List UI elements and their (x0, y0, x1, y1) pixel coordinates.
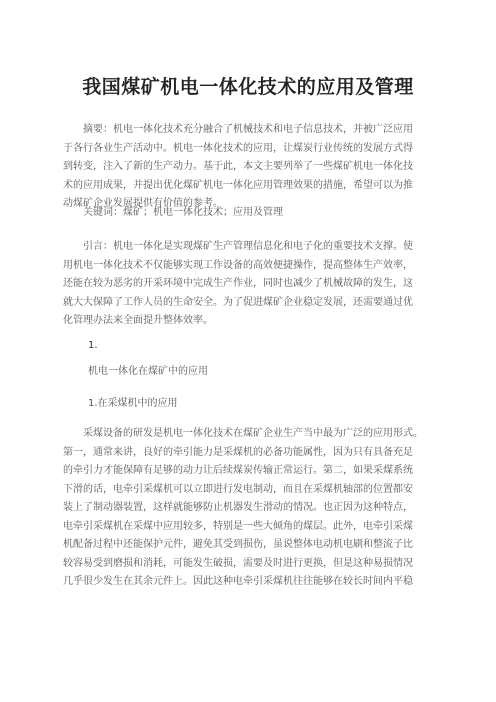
abstract-line: 摘要：机电一体化技术充分融合了机械技术和电子信息技术，并被广泛应用 (63, 124, 413, 135)
intro-line: 还能在较为恶劣的开采环境中完成生产作业，同时也减少了机械故障的发生，这 (63, 278, 413, 289)
body-line: 较容易受到磨损和消耗，可能发生破损，需要及时进行更换，但是这种易损情况 (63, 557, 413, 569)
abstract-paragraph (63, 121, 435, 214)
body-line: 机配备过程中还能保护元件，避免其受到损伤，虽说整体电动机电刷和整流子比 (63, 539, 413, 550)
keywords-paragraph (63, 204, 435, 223)
abstract-line: 动煤矿企业发展提供有价值的参考。 (63, 198, 223, 209)
abstract-line: 到转变，注入了新的生产动力。基于此，本文主要列举了一些煤矿机电一体化技 (63, 161, 413, 172)
body-line: 装上了制动器装置，这样就能够防止机器发生滑动的情况。也正因为这种特点， (63, 502, 413, 513)
subsection-heading: 1.在采煤机中的应用 (88, 398, 178, 409)
intro-line: 引言：机电一体化是实现煤矿生产管理信息化和电子化的重要技术支撑。使 (63, 241, 413, 252)
list-number: 1. (88, 340, 98, 351)
intro-line: 用机电一体化技术不仅能够实现工作设备的高效便捷操作，提高整体生产效率， (63, 259, 413, 271)
keywords-line: 关键词：煤矿；机电一体化技术；应用及管理 (63, 207, 283, 218)
intro-line: 化管理办法来全面提升整体效率。 (63, 315, 213, 326)
introduction-paragraph (63, 238, 435, 331)
document-title: 我国煤矿机电一体化技术的应用及管理 (82, 76, 414, 98)
body-line: 采煤设备的研发是机电一体化技术在煤矿企业生产当中最为广泛的应用形式。 (63, 428, 423, 439)
abstract-line: 于各行各业生产活动中。机电一体化技术的应用，让煤炭行业传统的发展方式得 (63, 142, 413, 154)
body-line: 第一，通常来讲，良好的牵引能力是采煤机的必备功能属性，因为只有具备充足 (63, 446, 413, 458)
abstract-line: 术的应用成果，并提出优化煤矿机电一体化应用管理效果的措施，希望可以为推 (63, 179, 413, 191)
section-heading: 机电一体化在煤矿中的应用 (88, 366, 208, 377)
body-line: 电牵引采煤机在采煤中应用较多，特别是一些大倾角的煤层。此外，电牵引采煤 (63, 520, 413, 532)
body-line: 的牵引力才能保障有足够的动力让后续煤炭传输正常运行。第二，如果采煤系统 (63, 465, 413, 476)
intro-line: 就大大保障了工作人员的生命安全。为了促进煤矿企业稳定发展，还需要通过优 (63, 296, 413, 308)
body-paragraph (63, 425, 435, 592)
body-line: 下滑的话，电牵引采煤机可以立即进行发电制动，而且在采煤机轴部的位置都安 (63, 483, 413, 495)
body-line: 几乎很少发生在其余元件上。因此这种电牵引采煤机往往能够在较长时间内平稳 (63, 576, 413, 587)
